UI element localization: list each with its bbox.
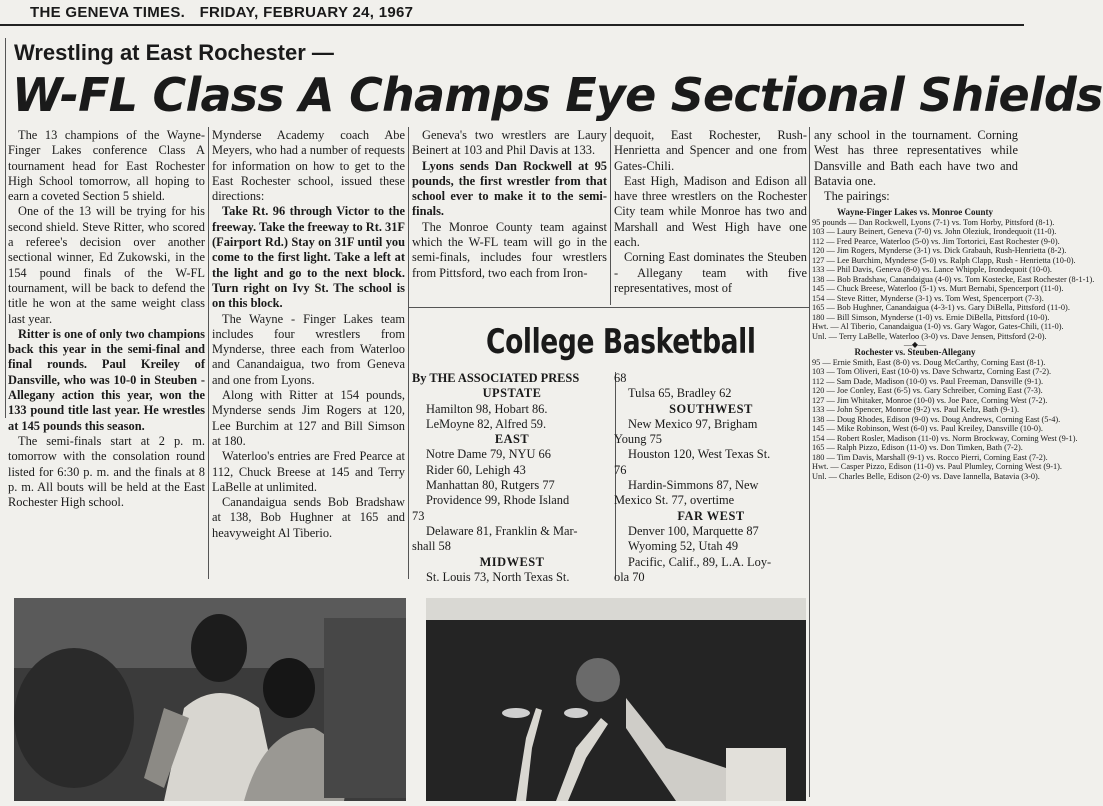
article-paragraph: dequoit, East Rochester, Rush-Henrietta and Spencer and one from Gates-Chili.: [614, 128, 807, 173]
section-rule: [409, 307, 809, 308]
pairing-line: 95 pounds — Dan Rockwell, Lyons (7-1) vs. Tom Horby, Pittsford (8-1).: [812, 217, 1055, 227]
basketball-byline: By THE ASSOCIATED PRESS: [412, 371, 580, 385]
region-header: MIDWEST: [479, 554, 545, 569]
score-line: Notre Dame 79, NYU 66: [426, 447, 551, 462]
article-paragraph: The pairings:: [824, 189, 890, 204]
score-line: St. Louis 73, North Texas St.: [426, 569, 570, 584]
basketball-scores-left: [412, 371, 612, 585]
masthead: [30, 4, 1006, 24]
pairing-line: 120 — Joe Conley, East (6-5) vs. Gary Schreiber, Corning East (7-3).: [812, 386, 1043, 395]
score-line: 68: [614, 371, 627, 385]
article-paragraph: The Monroe County team against which the W-FL team will go in the semi-finals, includes four wrestlers from Pittsford, two each from Iron-: [412, 219, 607, 280]
article-paragraph: Corning East dominates the Steuben - Allegany team with five representatives, most of: [614, 250, 807, 295]
score-line: Manhattan 80, Rutgers 77: [426, 478, 555, 493]
left-border: [5, 38, 6, 418]
score-line: Rider 60, Lehigh 43: [426, 462, 526, 477]
article-paragraph: East High, Madison and Edison all have three wrestlers on the Rochester City team while Monroe has two and Marshall and West High have one each.: [614, 173, 807, 250]
article-paragraph: Canandaigua sends Bob Bradshaw at 138, Bob Hughner at 165 and heavyweight Al Tiberio.: [212, 495, 405, 540]
pairing-line: 154 — Steve Ritter, Mynderse (3-1) vs. Tom West, Spencerport (7-3).: [812, 293, 1044, 303]
pairing-line: 120 — Jim Rogers, Mynderse (3-1) vs. Dick Grabauh, Rush-Henrietta (8-2).: [812, 246, 1067, 255]
masthead-rule: [0, 24, 1024, 26]
article-paragraph: Take Rt. 96 through Victor to the freeway. Take the freeway to Rt. 31F (Fairport Rd.) Stay on 31F until you come to the first light. Take a left at the light and go to the next block. Turn right on Ivy St. The school is on this block.: [212, 204, 405, 311]
region-header: EAST: [494, 432, 530, 447]
article-column-3: [412, 128, 607, 306]
score-line: shall 58: [412, 539, 451, 554]
score-line: Providence 99, Rhode Island: [426, 493, 570, 508]
article-paragraph: Ritter is one of only two champions back this year in the semi-final and final rounds. Paul Kreiley of Dansville, who was 10-0 in Steuben - Allegany action this year, won the 133 pound title last year. He wrestles at 145 pounds this season.: [8, 326, 205, 433]
article-paragraph: The semi-finals start at 2 p. m. tomorrow with the consolation round listed for 6:30 p. m. and the finals at 8 p. m. All bouts will be held at the East Rochester High school.: [8, 433, 205, 510]
score-line: Delaware 81, Franklin & Mar-: [426, 523, 578, 538]
pairing-line: 138 — Bob Bradshaw, Canandaigua (4-0) vs. Tom Kostecke, East Rochester (8-1-1).: [812, 274, 1095, 284]
score-line: Denver 100, Marquette 87: [628, 523, 759, 538]
pairings-group1: [812, 217, 1095, 342]
pairing-line: 180 — Tim Davis, Marshall (9-1) vs. Rocco Pierri, Corning East (7-2).: [812, 452, 1048, 462]
pairings-list: [812, 207, 1095, 481]
score-line: 76: [614, 462, 627, 477]
pairing-line: 165 — Bob Hughner, Canandaigua (4-3-1) vs. Gary DiBella, Pittsford (11-0).: [812, 303, 1070, 312]
score-line: Wyoming 52, Utah 49: [628, 539, 739, 554]
score-line: Tulsa 65, Bradley 62: [628, 386, 732, 401]
score-line: Houston 120, West Texas St.: [628, 447, 771, 462]
article-paragraph: One of the 13 will be trying for his second shield. Steve Ritter, who scored a referee's decision over another sectional winner, Ed Zukowski, in the 154 pound finals of the W-FL tournament, will be back to defend the title he won at the same weight class last year.: [8, 204, 205, 326]
score-line: Mexico St. 77, overtime: [614, 493, 735, 508]
score-line: Pacific, Calif., 89, L.A. Loy-: [628, 554, 772, 569]
pairing-line: 138 — Doug Rhodes, Edison (9-0) vs. Doug Andrews, Corning East (5-4).: [812, 414, 1061, 424]
scores-list-left: [412, 386, 612, 585]
issue-date: FRIDAY, FEBRUARY 24, 1967: [199, 4, 414, 21]
score-line: Hardin-Simmons 87, New: [628, 478, 759, 493]
pairing-line: 145 — Mike Robinson, West (6-0) vs. Paul Kreiley, Dansville (10-0).: [812, 424, 1043, 433]
basketball-title: College Basketball: [486, 322, 756, 362]
pairings-group2: [812, 357, 1078, 482]
wrestling-photo: [14, 598, 406, 801]
score-line: Young 75: [614, 432, 662, 447]
region-header: FAR WEST: [677, 508, 745, 523]
article-paragraph: The Wayne - Finger Lakes team includes four wrestlers from Mynderse, three each from Waterloo and Canandaigua, two from Geneva and one from Lyons.: [212, 311, 405, 387]
article-paragraph: Geneva's two wrestlers are Laury Beinert at 103 and Phil Davis at 133.: [412, 128, 607, 158]
pairing-line: 112 — Fred Pearce, Waterloo (5-0) vs. Jim Tortorici, East Rochester (9-0).: [812, 236, 1060, 246]
paper-name: THE GENEVA TIMES.: [30, 4, 186, 21]
headline: W-FL Class A Champs Eye Sectional Shields: [12, 68, 1103, 122]
pairing-line: Hwt. — Casper Pizzo, Edison (11-0) vs. Paul Plumley, Corning West (9-1).: [812, 462, 1062, 471]
pairing-line: 112 — Sam Dade, Madison (10-0) vs. Paul Freeman, Dansville (9-1).: [812, 376, 1044, 386]
article-paragraph: Waterloo's entries are Fred Pearce at 112, Chuck Breese at 145 and Terry LaBelle at unlimited.: [212, 449, 405, 494]
pairing-line: 95 — Ernie Smith, East (8-0) vs. Doug McCarthy, Corning East (8-1).: [812, 357, 1046, 367]
pairing-line: 180 — Bill Simson, Mynderse (1-0) vs. Ernie DiBella, Pittsford (10-0).: [812, 312, 1050, 322]
article-paragraph: Lyons sends Dan Rockwell at 95 pounds, the first wrestler from that school ever to make it to the semi-finals.: [412, 158, 607, 219]
pairing-line: 154 — Robert Rosler, Madison (11-0) vs. Norm Brockway, Corning West (9-1).: [812, 433, 1078, 443]
pairing-line: 127 — Jim Whitaker, Monroe (10-0) vs. Joe Pace, Corning West (7-2).: [812, 395, 1048, 405]
article-paragraph: The 13 champions of the Wayne-Finger Lakes conference Class A tournament head for East Rochester High School tomorrow, all hoping to earn a coveted Section 5 shield.: [8, 128, 205, 204]
pairing-line: 103 — Laury Beinert, Geneva (7-0) vs. John Oleziuk, Irondequoit (11-0).: [812, 227, 1057, 236]
article-column-1: [8, 128, 205, 580]
divider-icon: —◆—: [903, 340, 927, 349]
score-line: 73: [412, 508, 425, 523]
basketball-photo: [426, 598, 806, 801]
column-rule: [610, 127, 611, 305]
basketball-scores-right: [614, 371, 808, 585]
kicker: Wrestling at East Rochester —: [14, 40, 334, 65]
region-header: SOUTHWEST: [669, 401, 753, 416]
pairing-line: 133 — Phil Davis, Geneva (8-0) vs. Lance Whipple, Irondequoit (10-0).: [812, 265, 1052, 274]
pairing-line: 127 — Lee Burchim, Mynderse (5-0) vs. Ralph Clapp, Rush - Henrietta (10-0).: [812, 255, 1076, 265]
pairing-line: Hwt. — Al Tiberio, Canandaigua (1-0) vs. Gary Wagor, Gates-Chili, (11-0).: [812, 322, 1064, 331]
column-rule: [408, 127, 409, 579]
pairing-line: Unl. — Terry LaBelle, Waterloo (3-0) vs. Dave Jensen, Pittsford (2-0).: [812, 331, 1047, 341]
pairings-group2-header: Rochester vs. Steuben-Allegany: [854, 347, 976, 357]
article-column-2: [212, 128, 405, 580]
pairing-line: 103 — Tom Oliveri, East (10-0) vs. Dave Schwartz, Corning East (7-2).: [812, 367, 1052, 376]
article-paragraph: any school in the tournament. Corning West has three representatives while Dansville and Bath each have two and Batavia one.: [814, 128, 1018, 188]
article-paragraph: Mynderse Academy coach Abe Meyers, who had a number of requests for information on how to get to the East Rochester school, issued these directions:: [212, 128, 405, 204]
column-rule: [208, 127, 209, 579]
score-line: Hamilton 98, Hobart 86.: [426, 401, 548, 416]
pairing-line: Unl. — Charles Belle, Edison (2-0) vs. Dave Iannella, Batavia (3-0).: [812, 471, 1040, 481]
region-header: UPSTATE: [482, 386, 542, 401]
article-paragraph: Along with Ritter at 154 pounds, Mynderse sends Jim Rogers at 120, Lee Burchim at 127 and Bill Simson at 180.: [212, 388, 405, 448]
score-line: ola 70: [614, 569, 645, 584]
score-line: LeMoyne 82, Alfred 59.: [426, 416, 547, 431]
column-rule: [809, 127, 810, 797]
article-column-5: [814, 128, 1018, 208]
score-line: New Mexico 97, Brigham: [628, 416, 758, 431]
pairing-line: 145 — Chuck Breese, Waterloo (5-1) vs. Murt Bernabi, Spencerport (11-0).: [812, 284, 1064, 293]
pairing-line: 133 — John Spencer, Monroe (9-2) vs. Paul Keltz, Bath (9-1).: [812, 405, 1020, 414]
pairing-line: 165 — Ralph Pizzo, Edison (11-0) vs. Don Timken, Bath (7-2).: [812, 443, 1023, 452]
pairings-group1-header: Wayne-Finger Lakes vs. Monroe County: [837, 207, 993, 217]
article-column-4: [614, 128, 807, 306]
